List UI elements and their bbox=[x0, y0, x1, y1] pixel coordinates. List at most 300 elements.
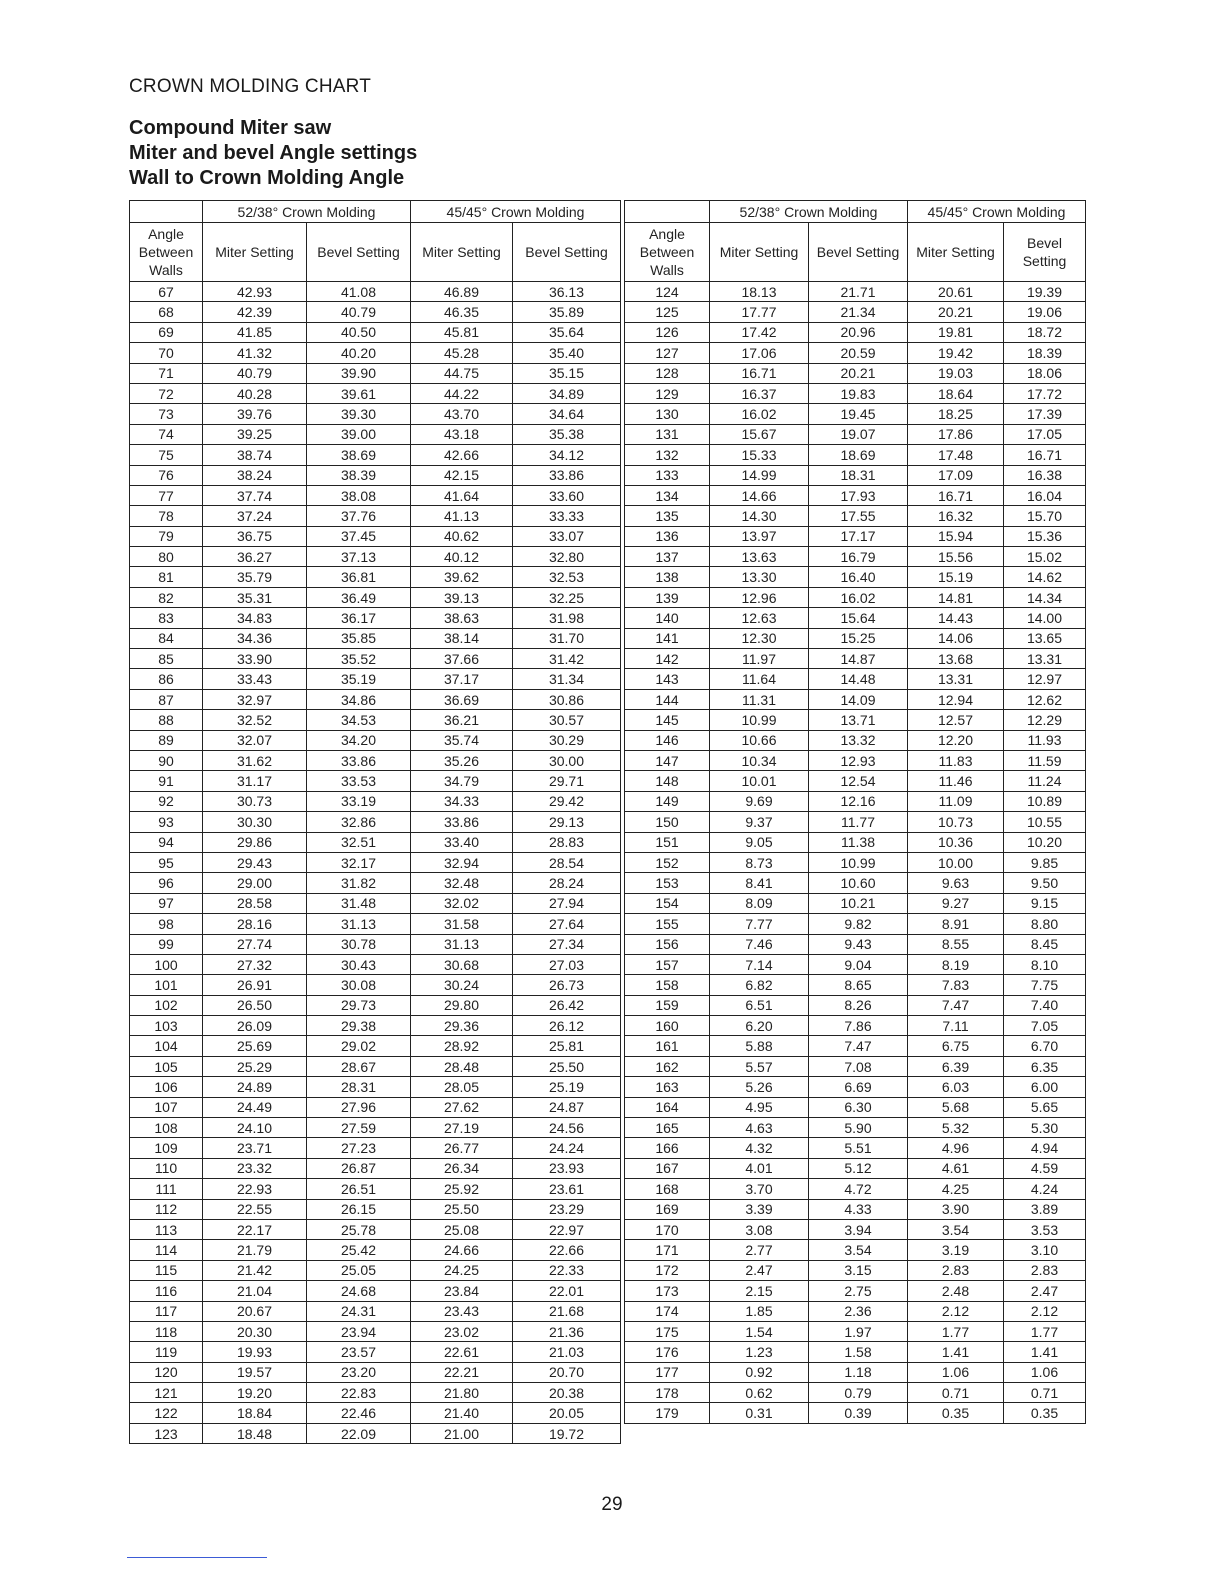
cell-45-45-miter: 38.14 bbox=[411, 628, 513, 648]
table-row bbox=[130, 383, 621, 403]
table-group-header-row bbox=[625, 201, 1086, 223]
cell-angle-between-walls: 71 bbox=[130, 363, 203, 383]
cell-45-45-miter: 45.28 bbox=[411, 343, 513, 363]
cell-45-45-bevel: 35.40 bbox=[513, 343, 621, 363]
cell-52-38-bevel: 40.20 bbox=[307, 343, 411, 363]
table-row bbox=[625, 812, 1086, 832]
cell-45-45-bevel: 16.04 bbox=[1004, 485, 1086, 505]
cell-52-38-miter: 1.54 bbox=[710, 1321, 809, 1341]
cell-angle-between-walls: 121 bbox=[130, 1383, 203, 1403]
cell-45-45-miter: 33.40 bbox=[411, 832, 513, 852]
cell-45-45-miter: 45.81 bbox=[411, 322, 513, 342]
cell-52-38-miter: 27.74 bbox=[203, 934, 307, 954]
cell-angle-between-walls: 116 bbox=[130, 1281, 203, 1301]
cell-45-45-miter: 0.71 bbox=[908, 1383, 1004, 1403]
cell-45-45-bevel: 31.42 bbox=[513, 649, 621, 669]
cell-45-45-miter: 11.46 bbox=[908, 771, 1004, 791]
cell-52-38-miter: 1.23 bbox=[710, 1342, 809, 1362]
cell-45-45-bevel: 18.06 bbox=[1004, 363, 1086, 383]
table-row bbox=[625, 873, 1086, 893]
cell-45-45-miter: 8.19 bbox=[908, 954, 1004, 974]
cell-45-45-miter: 12.57 bbox=[908, 710, 1004, 730]
cell-52-38-miter: 0.92 bbox=[710, 1362, 809, 1382]
cell-angle-between-walls: 81 bbox=[130, 567, 203, 587]
cell-45-45-bevel: 9.50 bbox=[1004, 873, 1086, 893]
cell-45-45-miter: 15.94 bbox=[908, 526, 1004, 546]
table-row bbox=[625, 1077, 1086, 1097]
header-bevel-setting: Bevel Setting bbox=[513, 223, 621, 282]
cell-52-38-miter: 4.32 bbox=[710, 1138, 809, 1158]
cell-45-45-bevel: 22.33 bbox=[513, 1260, 621, 1280]
cell-45-45-bevel: 33.86 bbox=[513, 465, 621, 485]
cell-angle-between-walls: 77 bbox=[130, 485, 203, 505]
header-45-45-crown-molding: 45/45° Crown Molding bbox=[411, 201, 621, 223]
table-row bbox=[625, 1301, 1086, 1321]
cell-45-45-bevel: 12.97 bbox=[1004, 669, 1086, 689]
cell-52-38-miter: 9.37 bbox=[710, 812, 809, 832]
cell-angle-between-walls: 158 bbox=[625, 975, 710, 995]
cell-52-38-bevel: 17.17 bbox=[809, 526, 908, 546]
cell-52-38-bevel: 7.86 bbox=[809, 1016, 908, 1036]
table-row bbox=[130, 1036, 621, 1056]
table-row bbox=[625, 363, 1086, 383]
cell-angle-between-walls: 120 bbox=[130, 1362, 203, 1382]
cell-45-45-bevel: 8.45 bbox=[1004, 934, 1086, 954]
table-row bbox=[625, 893, 1086, 913]
cell-45-45-bevel: 31.70 bbox=[513, 628, 621, 648]
crown-molding-table-left bbox=[129, 200, 621, 1444]
cell-52-38-bevel: 34.20 bbox=[307, 730, 411, 750]
table-row bbox=[130, 975, 621, 995]
cell-52-38-miter: 32.52 bbox=[203, 710, 307, 730]
document-subtitle bbox=[129, 116, 417, 191]
cell-52-38-bevel: 3.15 bbox=[809, 1260, 908, 1280]
cell-52-38-bevel: 12.16 bbox=[809, 791, 908, 811]
cell-angle-between-walls: 165 bbox=[625, 1118, 710, 1138]
cell-45-45-miter: 43.70 bbox=[411, 404, 513, 424]
cell-52-38-bevel: 14.09 bbox=[809, 689, 908, 709]
table-row bbox=[130, 710, 621, 730]
cell-45-45-miter: 39.62 bbox=[411, 567, 513, 587]
cell-45-45-bevel: 30.00 bbox=[513, 750, 621, 770]
cell-45-45-miter: 34.33 bbox=[411, 791, 513, 811]
table-row bbox=[130, 934, 621, 954]
cell-52-38-miter: 1.85 bbox=[710, 1301, 809, 1321]
cell-52-38-miter: 18.13 bbox=[710, 282, 809, 302]
cell-45-45-bevel: 28.83 bbox=[513, 832, 621, 852]
cell-52-38-miter: 10.34 bbox=[710, 750, 809, 770]
cell-52-38-miter: 17.77 bbox=[710, 302, 809, 322]
cell-45-45-miter: 11.83 bbox=[908, 750, 1004, 770]
table-row bbox=[130, 669, 621, 689]
table-row bbox=[625, 1219, 1086, 1239]
table-row bbox=[625, 934, 1086, 954]
cell-52-38-miter: 19.20 bbox=[203, 1383, 307, 1403]
cell-52-38-bevel: 15.64 bbox=[809, 608, 908, 628]
cell-angle-between-walls: 113 bbox=[130, 1219, 203, 1239]
table-row bbox=[625, 1118, 1086, 1138]
cell-52-38-bevel: 20.96 bbox=[809, 322, 908, 342]
cell-45-45-bevel: 26.12 bbox=[513, 1016, 621, 1036]
table-row bbox=[130, 628, 621, 648]
cell-angle-between-walls: 85 bbox=[130, 649, 203, 669]
cell-45-45-miter: 31.13 bbox=[411, 934, 513, 954]
cell-angle-between-walls: 112 bbox=[130, 1199, 203, 1219]
cell-45-45-miter: 42.15 bbox=[411, 465, 513, 485]
cell-angle-between-walls: 170 bbox=[625, 1219, 710, 1239]
cell-45-45-miter: 44.22 bbox=[411, 383, 513, 403]
cell-45-45-bevel: 32.80 bbox=[513, 547, 621, 567]
table-row bbox=[130, 424, 621, 444]
cell-angle-between-walls: 177 bbox=[625, 1362, 710, 1382]
cell-45-45-miter: 28.92 bbox=[411, 1036, 513, 1056]
cell-45-45-miter: 1.77 bbox=[908, 1321, 1004, 1341]
cell-45-45-bevel: 12.62 bbox=[1004, 689, 1086, 709]
table-row bbox=[625, 975, 1086, 995]
table-row bbox=[130, 750, 621, 770]
cell-45-45-bevel: 11.93 bbox=[1004, 730, 1086, 750]
table-row bbox=[130, 1260, 621, 1280]
cell-45-45-miter: 21.40 bbox=[411, 1403, 513, 1423]
cell-45-45-bevel: 3.53 bbox=[1004, 1219, 1086, 1239]
cell-45-45-miter: 12.20 bbox=[908, 730, 1004, 750]
cell-52-38-miter: 12.63 bbox=[710, 608, 809, 628]
table-row bbox=[130, 608, 621, 628]
cell-45-45-bevel: 30.86 bbox=[513, 689, 621, 709]
table-row bbox=[130, 771, 621, 791]
cell-angle-between-walls: 135 bbox=[625, 506, 710, 526]
cell-angle-between-walls: 153 bbox=[625, 873, 710, 893]
header-miter-setting: Miter Setting bbox=[710, 223, 809, 282]
cell-angle-between-walls: 131 bbox=[625, 424, 710, 444]
cell-45-45-bevel: 22.01 bbox=[513, 1281, 621, 1301]
cell-52-38-miter: 14.99 bbox=[710, 465, 809, 485]
cell-52-38-bevel: 14.48 bbox=[809, 669, 908, 689]
cell-52-38-miter: 33.43 bbox=[203, 669, 307, 689]
cell-45-45-miter: 7.47 bbox=[908, 995, 1004, 1015]
cell-52-38-bevel: 34.53 bbox=[307, 710, 411, 730]
cell-45-45-miter: 2.48 bbox=[908, 1281, 1004, 1301]
cell-52-38-bevel: 32.17 bbox=[307, 852, 411, 872]
table-row bbox=[625, 914, 1086, 934]
cell-52-38-miter: 20.30 bbox=[203, 1321, 307, 1341]
cell-52-38-miter: 14.30 bbox=[710, 506, 809, 526]
cell-45-45-miter: 6.39 bbox=[908, 1056, 1004, 1076]
cell-angle-between-walls: 105 bbox=[130, 1056, 203, 1076]
cell-52-38-miter: 18.84 bbox=[203, 1403, 307, 1423]
cell-45-45-bevel: 10.20 bbox=[1004, 832, 1086, 852]
page-number: 29 bbox=[601, 1494, 623, 1515]
cell-52-38-bevel: 27.59 bbox=[307, 1118, 411, 1138]
cell-45-45-bevel: 21.68 bbox=[513, 1301, 621, 1321]
cell-45-45-bevel: 35.38 bbox=[513, 424, 621, 444]
cell-52-38-miter: 26.50 bbox=[203, 995, 307, 1015]
cell-angle-between-walls: 83 bbox=[130, 608, 203, 628]
cell-52-38-miter: 5.26 bbox=[710, 1077, 809, 1097]
table-row bbox=[130, 1281, 621, 1301]
cell-angle-between-walls: 168 bbox=[625, 1179, 710, 1199]
cell-angle-between-walls: 125 bbox=[625, 302, 710, 322]
table-row bbox=[130, 1097, 621, 1117]
table-row bbox=[130, 445, 621, 465]
cell-52-38-bevel: 30.43 bbox=[307, 954, 411, 974]
table-row bbox=[130, 1240, 621, 1260]
cell-52-38-miter: 23.32 bbox=[203, 1158, 307, 1178]
table-row bbox=[130, 1219, 621, 1239]
cell-45-45-bevel: 36.13 bbox=[513, 282, 621, 302]
cell-45-45-bevel: 20.05 bbox=[513, 1403, 621, 1423]
cell-52-38-miter: 20.67 bbox=[203, 1301, 307, 1321]
cell-52-38-bevel: 2.36 bbox=[809, 1301, 908, 1321]
cell-angle-between-walls: 110 bbox=[130, 1158, 203, 1178]
cell-45-45-miter: 21.00 bbox=[411, 1423, 513, 1443]
cell-45-45-miter: 10.00 bbox=[908, 852, 1004, 872]
cell-52-38-bevel: 38.69 bbox=[307, 445, 411, 465]
cell-52-38-miter: 3.39 bbox=[710, 1199, 809, 1219]
cell-52-38-bevel: 21.34 bbox=[809, 302, 908, 322]
cell-angle-between-walls: 76 bbox=[130, 465, 203, 485]
cell-52-38-bevel: 25.42 bbox=[307, 1240, 411, 1260]
cell-45-45-bevel: 32.25 bbox=[513, 587, 621, 607]
cell-45-45-bevel: 6.00 bbox=[1004, 1077, 1086, 1097]
cell-angle-between-walls: 141 bbox=[625, 628, 710, 648]
cell-52-38-bevel: 11.77 bbox=[809, 812, 908, 832]
cell-45-45-miter: 13.31 bbox=[908, 669, 1004, 689]
table-row bbox=[625, 343, 1086, 363]
cell-angle-between-walls: 96 bbox=[130, 873, 203, 893]
cell-52-38-bevel: 36.81 bbox=[307, 567, 411, 587]
cell-45-45-miter: 6.03 bbox=[908, 1077, 1004, 1097]
cell-52-38-miter: 15.33 bbox=[710, 445, 809, 465]
cell-52-38-bevel: 32.51 bbox=[307, 832, 411, 852]
cell-45-45-bevel: 35.89 bbox=[513, 302, 621, 322]
table-body bbox=[625, 282, 1086, 1424]
cell-angle-between-walls: 119 bbox=[130, 1342, 203, 1362]
cell-45-45-bevel: 17.05 bbox=[1004, 424, 1086, 444]
table-row bbox=[130, 689, 621, 709]
cell-45-45-bevel: 16.38 bbox=[1004, 465, 1086, 485]
cell-45-45-bevel: 33.07 bbox=[513, 526, 621, 546]
cell-52-38-bevel: 12.54 bbox=[809, 771, 908, 791]
cell-angle-between-walls: 151 bbox=[625, 832, 710, 852]
cell-52-38-miter: 12.96 bbox=[710, 587, 809, 607]
cell-52-38-bevel: 9.04 bbox=[809, 954, 908, 974]
cell-angle-between-walls: 172 bbox=[625, 1260, 710, 1280]
cell-angle-between-walls: 134 bbox=[625, 485, 710, 505]
cell-52-38-miter: 26.09 bbox=[203, 1016, 307, 1036]
cell-45-45-miter: 1.06 bbox=[908, 1362, 1004, 1382]
cell-45-45-bevel: 17.72 bbox=[1004, 383, 1086, 403]
table-row bbox=[625, 730, 1086, 750]
cell-45-45-miter: 23.84 bbox=[411, 1281, 513, 1301]
cell-52-38-miter: 16.02 bbox=[710, 404, 809, 424]
cell-45-45-bevel: 25.81 bbox=[513, 1036, 621, 1056]
cell-52-38-bevel: 8.65 bbox=[809, 975, 908, 995]
header-52-38-crown-molding: 52/38° Crown Molding bbox=[203, 201, 411, 223]
cell-angle-between-walls: 176 bbox=[625, 1342, 710, 1362]
cell-45-45-miter: 38.63 bbox=[411, 608, 513, 628]
table-row bbox=[130, 791, 621, 811]
cell-45-45-miter: 23.43 bbox=[411, 1301, 513, 1321]
cell-45-45-bevel: 2.12 bbox=[1004, 1301, 1086, 1321]
cell-45-45-miter: 26.34 bbox=[411, 1158, 513, 1178]
cell-45-45-bevel: 5.65 bbox=[1004, 1097, 1086, 1117]
cell-45-45-miter: 19.03 bbox=[908, 363, 1004, 383]
cell-52-38-bevel: 9.82 bbox=[809, 914, 908, 934]
cell-angle-between-walls: 145 bbox=[625, 710, 710, 730]
cell-52-38-bevel: 39.90 bbox=[307, 363, 411, 383]
cell-52-38-miter: 3.08 bbox=[710, 1219, 809, 1239]
table-row bbox=[625, 669, 1086, 689]
cell-angle-between-walls: 82 bbox=[130, 587, 203, 607]
document-title: CROWN MOLDING CHART bbox=[129, 76, 372, 97]
cell-52-38-miter: 36.27 bbox=[203, 547, 307, 567]
header-angle-between-walls: Angle Between Walls bbox=[130, 223, 203, 282]
cell-angle-between-walls: 122 bbox=[130, 1403, 203, 1423]
cell-45-45-miter: 15.19 bbox=[908, 567, 1004, 587]
cell-52-38-miter: 19.57 bbox=[203, 1362, 307, 1382]
cell-45-45-miter: 32.94 bbox=[411, 852, 513, 872]
cell-angle-between-walls: 171 bbox=[625, 1240, 710, 1260]
cell-52-38-miter: 0.62 bbox=[710, 1383, 809, 1403]
cell-45-45-bevel: 24.24 bbox=[513, 1138, 621, 1158]
table-row bbox=[625, 322, 1086, 342]
cell-52-38-miter: 3.70 bbox=[710, 1179, 809, 1199]
cell-45-45-miter: 17.48 bbox=[908, 445, 1004, 465]
cell-52-38-bevel: 24.31 bbox=[307, 1301, 411, 1321]
cell-52-38-bevel: 36.17 bbox=[307, 608, 411, 628]
cell-52-38-miter: 31.17 bbox=[203, 771, 307, 791]
table-row bbox=[130, 954, 621, 974]
cell-52-38-miter: 23.71 bbox=[203, 1138, 307, 1158]
cell-52-38-miter: 33.90 bbox=[203, 649, 307, 669]
cell-angle-between-walls: 179 bbox=[625, 1403, 710, 1423]
cell-angle-between-walls: 162 bbox=[625, 1056, 710, 1076]
cell-angle-between-walls: 68 bbox=[130, 302, 203, 322]
cell-45-45-miter: 42.66 bbox=[411, 445, 513, 465]
cell-52-38-miter: 0.31 bbox=[710, 1403, 809, 1423]
cell-52-38-bevel: 26.15 bbox=[307, 1199, 411, 1219]
cell-45-45-bevel: 2.83 bbox=[1004, 1260, 1086, 1280]
cell-45-45-miter: 7.83 bbox=[908, 975, 1004, 995]
table-row bbox=[625, 1281, 1086, 1301]
cell-52-38-bevel: 14.87 bbox=[809, 649, 908, 669]
cell-52-38-miter: 11.31 bbox=[710, 689, 809, 709]
cell-angle-between-walls: 173 bbox=[625, 1281, 710, 1301]
cell-52-38-bevel: 31.48 bbox=[307, 893, 411, 913]
cell-angle-between-walls: 103 bbox=[130, 1016, 203, 1036]
cell-45-45-miter: 19.42 bbox=[908, 343, 1004, 363]
cell-45-45-miter: 9.27 bbox=[908, 893, 1004, 913]
cell-52-38-bevel: 27.23 bbox=[307, 1138, 411, 1158]
cell-45-45-miter: 41.64 bbox=[411, 485, 513, 505]
cell-45-45-miter: 33.86 bbox=[411, 812, 513, 832]
table-row bbox=[625, 1342, 1086, 1362]
cell-45-45-miter: 4.25 bbox=[908, 1179, 1004, 1199]
table-row bbox=[625, 485, 1086, 505]
cell-52-38-bevel: 41.08 bbox=[307, 282, 411, 302]
table-row bbox=[625, 1056, 1086, 1076]
cell-angle-between-walls: 163 bbox=[625, 1077, 710, 1097]
cell-52-38-bevel: 35.85 bbox=[307, 628, 411, 648]
header-52-38-crown-molding: 52/38° Crown Molding bbox=[710, 201, 908, 223]
table-row bbox=[130, 832, 621, 852]
cell-45-45-bevel: 28.24 bbox=[513, 873, 621, 893]
cell-52-38-bevel: 1.18 bbox=[809, 1362, 908, 1382]
cell-45-45-bevel: 34.89 bbox=[513, 383, 621, 403]
cell-52-38-bevel: 30.78 bbox=[307, 934, 411, 954]
table-row bbox=[625, 282, 1086, 302]
cell-52-38-bevel: 25.05 bbox=[307, 1260, 411, 1280]
cell-angle-between-walls: 175 bbox=[625, 1321, 710, 1341]
cell-52-38-bevel: 28.31 bbox=[307, 1077, 411, 1097]
cell-angle-between-walls: 86 bbox=[130, 669, 203, 689]
cell-52-38-bevel: 39.30 bbox=[307, 404, 411, 424]
cell-angle-between-walls: 143 bbox=[625, 669, 710, 689]
cell-45-45-miter: 40.62 bbox=[411, 526, 513, 546]
table-row bbox=[130, 852, 621, 872]
cell-52-38-bevel: 17.93 bbox=[809, 485, 908, 505]
cell-45-45-bevel: 27.03 bbox=[513, 954, 621, 974]
cell-52-38-bevel: 31.13 bbox=[307, 914, 411, 934]
cell-52-38-bevel: 37.76 bbox=[307, 506, 411, 526]
cell-45-45-bevel: 18.72 bbox=[1004, 322, 1086, 342]
table-row bbox=[130, 893, 621, 913]
cell-52-38-bevel: 25.78 bbox=[307, 1219, 411, 1239]
cell-52-38-bevel: 37.45 bbox=[307, 526, 411, 546]
cell-52-38-miter: 25.69 bbox=[203, 1036, 307, 1056]
cell-45-45-bevel: 6.70 bbox=[1004, 1036, 1086, 1056]
cell-angle-between-walls: 108 bbox=[130, 1118, 203, 1138]
table-row bbox=[625, 1199, 1086, 1219]
table-row bbox=[625, 424, 1086, 444]
cell-52-38-bevel: 31.82 bbox=[307, 873, 411, 893]
cell-52-38-miter: 15.67 bbox=[710, 424, 809, 444]
cell-45-45-miter: 25.50 bbox=[411, 1199, 513, 1219]
cell-45-45-bevel: 23.61 bbox=[513, 1179, 621, 1199]
table-row bbox=[130, 812, 621, 832]
cell-52-38-miter: 24.89 bbox=[203, 1077, 307, 1097]
cell-52-38-miter: 26.91 bbox=[203, 975, 307, 995]
cell-45-45-bevel: 4.24 bbox=[1004, 1179, 1086, 1199]
cell-45-45-miter: 2.12 bbox=[908, 1301, 1004, 1321]
cell-45-45-miter: 30.68 bbox=[411, 954, 513, 974]
cell-52-38-miter: 40.79 bbox=[203, 363, 307, 383]
cell-angle-between-walls: 67 bbox=[130, 282, 203, 302]
cell-45-45-miter: 20.21 bbox=[908, 302, 1004, 322]
cell-52-38-bevel: 29.02 bbox=[307, 1036, 411, 1056]
cell-angle-between-walls: 118 bbox=[130, 1321, 203, 1341]
cell-52-38-bevel: 16.40 bbox=[809, 567, 908, 587]
cell-angle-between-walls: 74 bbox=[130, 424, 203, 444]
cell-52-38-bevel: 39.00 bbox=[307, 424, 411, 444]
table-row bbox=[130, 282, 621, 302]
table-row bbox=[625, 1321, 1086, 1341]
table-row bbox=[130, 567, 621, 587]
cell-52-38-miter: 16.37 bbox=[710, 383, 809, 403]
cell-52-38-bevel: 30.08 bbox=[307, 975, 411, 995]
cell-52-38-miter: 21.42 bbox=[203, 1260, 307, 1280]
cell-52-38-miter: 42.39 bbox=[203, 302, 307, 322]
cell-52-38-bevel: 8.26 bbox=[809, 995, 908, 1015]
cell-52-38-miter: 16.71 bbox=[710, 363, 809, 383]
cell-52-38-bevel: 15.25 bbox=[809, 628, 908, 648]
cell-52-38-bevel: 0.79 bbox=[809, 1383, 908, 1403]
cell-52-38-miter: 9.69 bbox=[710, 791, 809, 811]
cell-angle-between-walls: 164 bbox=[625, 1097, 710, 1117]
table-row bbox=[625, 445, 1086, 465]
table-row bbox=[130, 343, 621, 363]
